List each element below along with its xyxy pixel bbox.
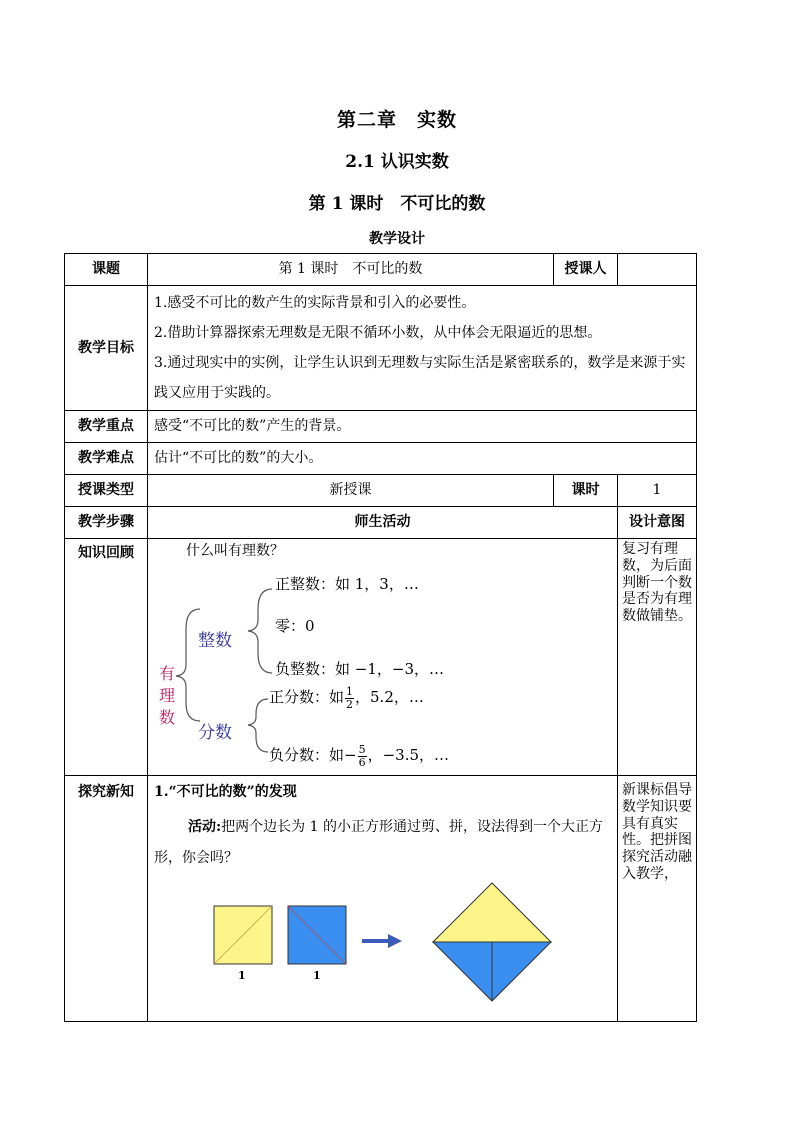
topic-label: 课题 bbox=[65, 254, 148, 286]
key-label: 教学重点 bbox=[65, 411, 148, 443]
activity-label: 师生活动 bbox=[148, 507, 618, 539]
positive-fraction bbox=[269, 679, 424, 715]
steps-header-row bbox=[65, 507, 697, 539]
puzzle-figure bbox=[148, 776, 617, 1021]
square-label-1: 1 bbox=[238, 969, 246, 982]
teacher-value bbox=[618, 254, 697, 286]
topic-value: 第 1 课时 不可比的数 bbox=[148, 254, 554, 286]
intent-label: 设计意图 bbox=[618, 507, 697, 539]
fraction-numerator: 5 bbox=[358, 742, 366, 756]
root-char: 有 bbox=[159, 664, 176, 683]
zero: 零：0 bbox=[275, 617, 315, 635]
big-square-top bbox=[433, 883, 551, 942]
arrow-head bbox=[388, 934, 402, 948]
rational-root-label bbox=[159, 663, 175, 729]
lesson-plan-table bbox=[64, 253, 697, 1022]
review-intent: 复习有理数，为后面判断一个数是否为有理数做铺垫。 bbox=[618, 539, 697, 776]
topic-row bbox=[65, 254, 697, 286]
teacher-label: 授课人 bbox=[554, 254, 618, 286]
explore-intent: 新课标倡导数学知识要具有真实性。把拼图探究活动融入教学， bbox=[618, 776, 697, 1022]
positive-fraction-prefix: 正分数：如 bbox=[269, 688, 345, 706]
negative-fraction-prefix: 负分数：如− bbox=[269, 746, 357, 764]
root-brace bbox=[176, 609, 200, 721]
integer-brace bbox=[248, 589, 272, 673]
activity-tag: 活动: bbox=[188, 819, 222, 835]
goals-row bbox=[65, 286, 697, 411]
positive-integer: 正整数：如 1，3，… bbox=[275, 575, 419, 593]
explore-label: 探究新知 bbox=[65, 776, 148, 1022]
explore-row bbox=[65, 776, 697, 1022]
fraction-brace bbox=[248, 699, 268, 752]
section-title: 2.1 认识实数 bbox=[345, 152, 449, 172]
positive-fraction-suffix: ，5.2，… bbox=[355, 688, 424, 706]
negative-integer: 负整数：如 −1，−3，… bbox=[275, 660, 444, 678]
review-question: 什么叫有理数？ bbox=[186, 543, 284, 559]
root-char: 理 bbox=[159, 686, 176, 705]
hours-label: 课时 bbox=[554, 475, 618, 507]
square-label-2: 1 bbox=[313, 969, 321, 982]
goals-cell bbox=[148, 286, 697, 411]
type-label: 授课类型 bbox=[65, 475, 148, 507]
root-char: 数 bbox=[159, 708, 176, 727]
review-label: 知识回顾 bbox=[65, 539, 148, 776]
difficulty-value: 估计“不可比的数”的大小。 bbox=[148, 443, 697, 475]
negative-fraction bbox=[269, 737, 449, 773]
goals-label: 教学目标 bbox=[65, 286, 148, 411]
activity-text: 把两个边长为 1 的小正方形通过剪、拼，设法得到一个大正方形，你会吗？ bbox=[154, 819, 603, 866]
type-value: 新授课 bbox=[148, 475, 554, 507]
negative-fraction-suffix: ，−3.5，… bbox=[367, 746, 450, 764]
integer-label: 整数 bbox=[198, 631, 232, 651]
fraction-five-sixths bbox=[358, 744, 367, 769]
review-content bbox=[148, 539, 618, 776]
hours-value: 1 bbox=[618, 475, 697, 507]
fraction-denominator: 6 bbox=[358, 755, 366, 769]
fraction-numerator: 1 bbox=[346, 684, 354, 698]
difficulty-label: 教学难点 bbox=[65, 443, 148, 475]
fraction-label: 分数 bbox=[198, 723, 232, 743]
steps-label: 教学步骤 bbox=[65, 507, 148, 539]
goal-item: 1.感受不可比的数产生的实际背景和引入的必要性。 bbox=[154, 295, 476, 311]
fraction-one-half bbox=[345, 686, 354, 711]
arrow-shaft bbox=[362, 939, 388, 943]
lesson-title: 第 1 课时 不可比的数 bbox=[308, 194, 486, 214]
review-row bbox=[65, 539, 697, 776]
goal-item: 2.借助计算器探索无理数是无限不循环小数，从中体会无限逼近的思想。 bbox=[154, 325, 602, 341]
key-value: 感受“不可比的数”产生的背景。 bbox=[148, 411, 697, 443]
type-row bbox=[65, 475, 697, 507]
key-row bbox=[65, 411, 697, 443]
design-title: 教学设计 bbox=[369, 231, 425, 247]
goal-item: 3.通过现实中的实例，让学生认识到无理数与实际生活是紧密联系的，数学是来源于实践又应用于实践的。 bbox=[154, 355, 686, 401]
explore-content bbox=[148, 776, 618, 1022]
chapter-title: 第二章 实数 bbox=[336, 109, 457, 131]
difficulty-row bbox=[65, 443, 697, 475]
explore-title: 1.“不可比的数”的发现 bbox=[154, 784, 297, 800]
fraction-denominator: 2 bbox=[346, 697, 354, 711]
